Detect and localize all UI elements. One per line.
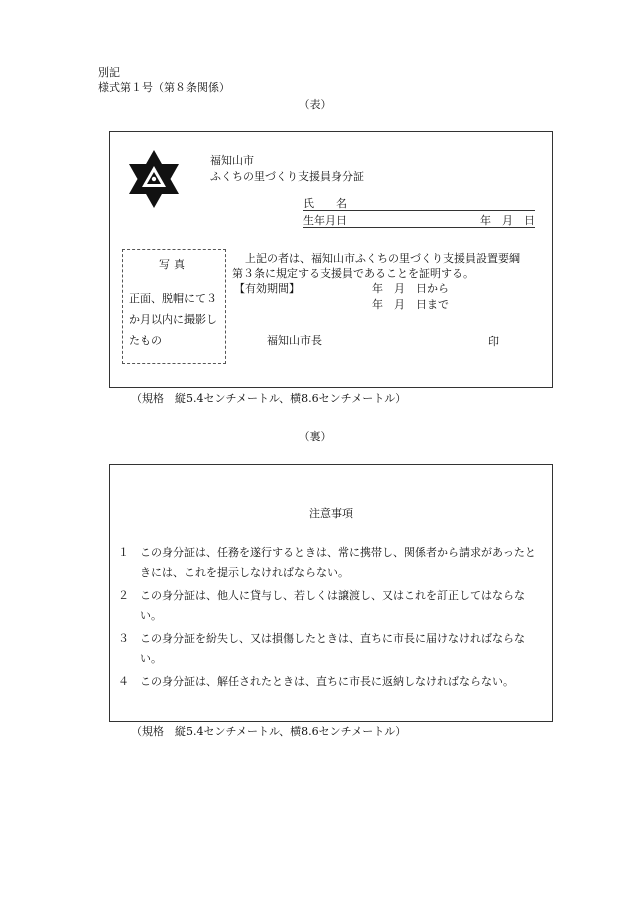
city-emblem-icon <box>126 148 182 210</box>
note-number: ４ <box>118 675 129 688</box>
issuer: 福知山市長 <box>267 334 322 347</box>
city-name: 福知山市 <box>210 154 254 167</box>
seal-mark: 印 <box>488 335 499 348</box>
certification-text-line1: 上記の者は、福知山市ふくちの里づくり支援員設置要綱 <box>245 252 520 265</box>
birthdate-line <box>303 212 535 228</box>
card-title: ふくちの里づくり支援員身分証 <box>210 170 364 183</box>
note-number: ２ <box>118 589 129 602</box>
id-card-back <box>109 464 553 722</box>
back-face-label: （裏） <box>298 430 332 443</box>
certification-text-line2: 第３条に規定する支援員であることを証明する。 <box>232 267 474 280</box>
note-number: １ <box>118 546 129 559</box>
name-line <box>303 195 535 211</box>
note-text: この身分証は、他人に貸与し、若しくは譲渡し、又はこれを訂正してはならない。 <box>140 589 525 622</box>
name-label: 氏 名 <box>303 197 347 210</box>
note-item <box>118 586 546 626</box>
front-size-spec: （規格 縦5.4センチメートル、横8.6センチメートル） <box>131 392 407 405</box>
id-card-front <box>109 131 553 388</box>
photo-condition: 正面、脱帽にて３か月以内に撮影したもの <box>129 292 217 347</box>
valid-until: 年 月 日まで <box>372 298 449 311</box>
photo-title: 写真 <box>159 258 189 271</box>
note-number: ３ <box>118 632 129 645</box>
note-text: この身分証を紛失し、又は損傷したときは、直ちに市長に届けなければならない。 <box>140 632 525 665</box>
validity-label: 【有効期間】 <box>234 282 300 295</box>
form-number: 様式第１号（第８条関係） <box>98 81 230 94</box>
birthdate-label: 生年月日 <box>303 214 347 227</box>
notes-title: 注意事項 <box>309 507 353 520</box>
note-item <box>118 672 546 692</box>
note-item <box>118 629 546 669</box>
annex-label: 別記 <box>98 66 120 79</box>
back-size-spec: （規格 縦5.4センチメートル、横8.6センチメートル） <box>131 725 407 738</box>
photo-box <box>122 249 226 364</box>
note-text: この身分証は、解任されたときは、直ちに市長に返納しなければならない。 <box>140 675 514 688</box>
notes-list <box>118 543 546 695</box>
front-face-label: （表） <box>298 98 332 111</box>
note-item <box>118 543 546 583</box>
valid-from: 年 月 日から <box>372 282 449 295</box>
birthdate-ymd: 年 月 日 <box>480 214 535 227</box>
note-text: この身分証は、任務を遂行するときは、常に携帯し、関係者から請求があったときには、これを提示しなければならない。 <box>140 546 536 579</box>
